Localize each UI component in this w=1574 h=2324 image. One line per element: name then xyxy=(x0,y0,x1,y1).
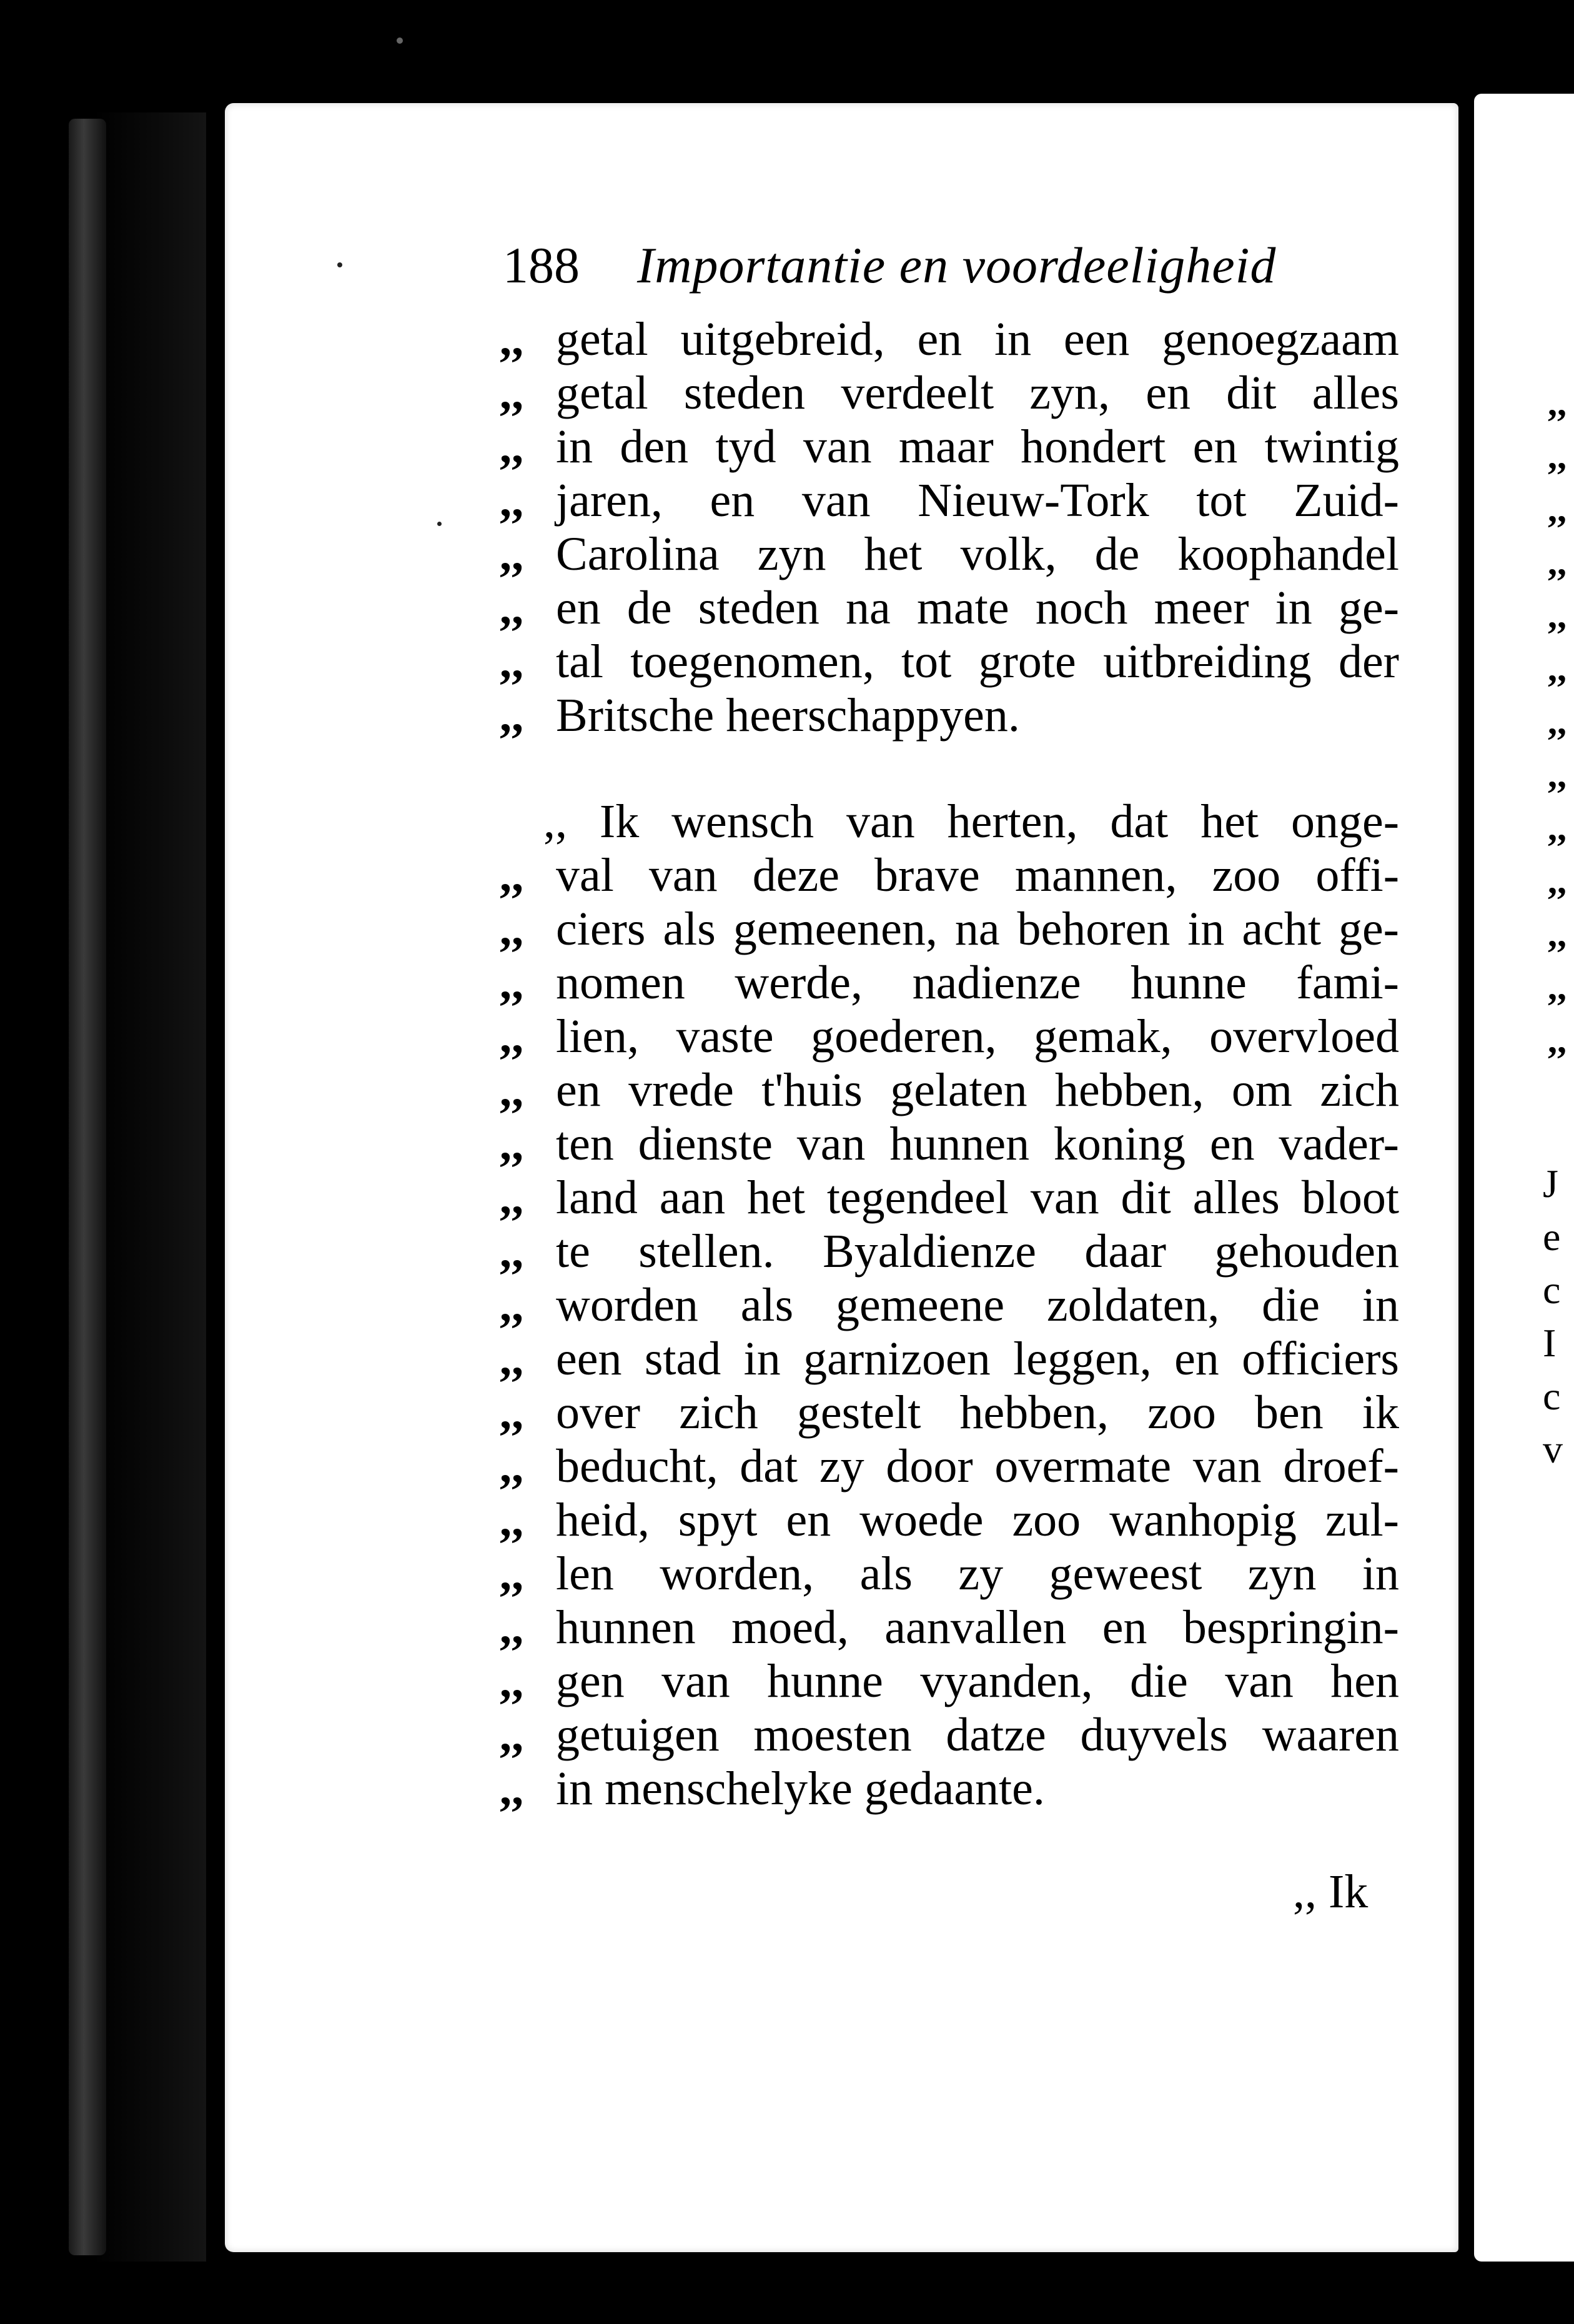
line-text: tal toegenomen, tot grote uitbreiding der xyxy=(556,635,1399,688)
text-line xyxy=(500,474,1399,527)
line-text: getal steden verdeelt zyn, en dit alles xyxy=(556,367,1399,419)
facing-quote-mark: ,, xyxy=(1548,435,1567,477)
line-text: in den tyd van maar hondert en twintig xyxy=(556,420,1399,473)
facing-quote-mark: ,, xyxy=(1548,913,1567,955)
page-number: 188 xyxy=(503,237,580,294)
line-text: een stad in garnizoen leggen, en officiers xyxy=(556,1333,1399,1385)
line-text: nomen werde, nadienze hunne fami- xyxy=(556,956,1399,1009)
quote-mark: ,, xyxy=(500,1171,523,1224)
running-header xyxy=(503,231,1277,300)
quote-mark: ,, xyxy=(500,689,523,742)
quote-mark: ,, xyxy=(500,367,523,419)
facing-quote-mark: ,, xyxy=(1548,754,1567,795)
paper-speck xyxy=(337,262,342,267)
quote-mark: ,, xyxy=(500,474,523,527)
facing-quote-mark: ,, xyxy=(1548,595,1567,636)
quote-mark: ,, xyxy=(500,1494,523,1546)
quote-mark: ,, xyxy=(500,1064,523,1116)
quote-mark: ,, xyxy=(500,1010,523,1063)
quote-mark: ,, xyxy=(500,420,523,473)
line-text: over zich gestelt hebben, zoo ben ik xyxy=(556,1386,1399,1439)
line-text: en de steden na mate noch meer in ge- xyxy=(556,582,1399,634)
text-line xyxy=(500,795,1399,848)
line-text: len worden, als zy geweest zyn in xyxy=(556,1547,1399,1600)
quote-mark: ,, xyxy=(500,1709,523,1761)
text-line xyxy=(500,902,1399,956)
facing-letter: e xyxy=(1543,1214,1561,1259)
catchword: ,, Ik xyxy=(1293,1865,1369,1918)
page-edge-shadow xyxy=(94,112,206,2262)
text-line xyxy=(500,848,1399,902)
facing-quote-mark: ,, xyxy=(1548,860,1567,901)
text-line xyxy=(500,1654,1399,1708)
line-text: gen van hunne vyanden, die van hen xyxy=(556,1655,1399,1707)
quote-mark: ,, xyxy=(500,1386,523,1439)
facing-quote-mark: ,, xyxy=(1548,1020,1567,1061)
line-text: ciers als gemeenen, na behoren in acht ge- xyxy=(556,903,1399,955)
text-line xyxy=(500,688,1399,742)
facing-letter: I xyxy=(1543,1321,1557,1365)
text-line xyxy=(500,635,1399,688)
text-line xyxy=(500,1224,1399,1278)
quote-mark: ,, xyxy=(500,1279,523,1331)
text-line xyxy=(500,1117,1399,1171)
text-line xyxy=(500,1547,1399,1601)
facing-quote-mark: ,, xyxy=(1548,382,1567,424)
paper-speck xyxy=(437,522,442,526)
facing-quote-mark: ,, xyxy=(1548,648,1567,689)
facing-letter: c xyxy=(1543,1268,1561,1312)
quote-mark: ,, xyxy=(500,635,523,688)
quote-mark: ,, xyxy=(500,1440,523,1492)
quote-mark: ,, xyxy=(500,1225,523,1278)
running-title: Importantie en voordeeligheid xyxy=(637,237,1277,294)
text-line xyxy=(500,1010,1399,1063)
quote-mark: ,, xyxy=(500,313,523,365)
line-text: Britsche heerschappyen. xyxy=(556,689,1020,742)
text-line xyxy=(500,1332,1399,1386)
text-line xyxy=(500,527,1399,581)
line-text: getuigen moesten datze duyvels waaren xyxy=(556,1709,1399,1761)
line-text: te stellen. Byaldienze daar gehouden xyxy=(556,1225,1399,1278)
paper-speck xyxy=(397,37,403,44)
line-text: getal uitgebreid, en in een genoegzaam xyxy=(556,313,1399,365)
text-line xyxy=(500,1278,1399,1332)
text-line xyxy=(500,1601,1399,1654)
line-text: en vrede t'huis gelaten hebben, om zich xyxy=(556,1064,1399,1116)
facing-letter: v xyxy=(1543,1427,1563,1471)
facing-letter: c xyxy=(1543,1374,1561,1418)
line-text: ,, Ik wensch van herten, dat het onge- xyxy=(543,795,1399,848)
text-line xyxy=(500,1493,1399,1547)
text-line xyxy=(500,1063,1399,1117)
quote-mark: ,, xyxy=(500,956,523,1009)
text-line xyxy=(500,1171,1399,1224)
line-text: land aan het tegendeel van dit alles bloot xyxy=(556,1171,1399,1224)
quote-mark: ,, xyxy=(500,1333,523,1385)
quote-mark: ,, xyxy=(500,1601,523,1654)
quote-mark: ,, xyxy=(500,1118,523,1170)
facing-letter: J xyxy=(1543,1161,1558,1206)
text-line xyxy=(500,1762,1399,1815)
line-text: ten dienste van hunnen koning en vader- xyxy=(556,1118,1399,1170)
book-spine xyxy=(69,119,106,2255)
line-text: in menschelyke gedaante. xyxy=(556,1762,1045,1815)
facing-quote-mark: ,, xyxy=(1548,542,1567,583)
line-text: beducht, dat zy door overmate van droef- xyxy=(556,1440,1399,1492)
text-line xyxy=(500,1439,1399,1493)
quote-mark: ,, xyxy=(500,903,523,955)
quote-mark: ,, xyxy=(500,528,523,580)
quote-mark: ,, xyxy=(500,849,523,901)
quote-mark: ,, xyxy=(500,1762,523,1815)
text-line xyxy=(500,581,1399,635)
facing-quote-mark: ,, xyxy=(1548,807,1567,848)
line-text: worden als gemeene zoldaten, die in xyxy=(556,1279,1399,1331)
quote-mark: ,, xyxy=(500,1655,523,1707)
text-line xyxy=(500,420,1399,474)
text-line xyxy=(500,956,1399,1010)
line-text: jaren, en van Nieuw-Tork tot Zuid- xyxy=(556,474,1399,527)
line-text: val van deze brave mannen, zoo offi- xyxy=(556,849,1399,901)
line-text: lien, vaste goederen, gemak, overvloed xyxy=(556,1010,1399,1063)
facing-quote-mark: ,, xyxy=(1548,966,1567,1008)
facing-quote-mark: ,, xyxy=(1548,489,1567,530)
line-text: Carolina zyn het volk, de koophandel xyxy=(556,528,1399,580)
text-line xyxy=(500,312,1399,366)
quote-mark: ,, xyxy=(500,582,523,634)
quote-mark: ,, xyxy=(500,1547,523,1600)
text-line xyxy=(500,1708,1399,1762)
text-line xyxy=(500,1386,1399,1439)
facing-quote-mark: ,, xyxy=(1548,701,1567,742)
line-text: hunnen moed, aanvallen en bespringin- xyxy=(556,1601,1399,1654)
line-text: heid, spyt en woede zoo wanhopig zul- xyxy=(556,1494,1399,1546)
text-line xyxy=(500,366,1399,420)
